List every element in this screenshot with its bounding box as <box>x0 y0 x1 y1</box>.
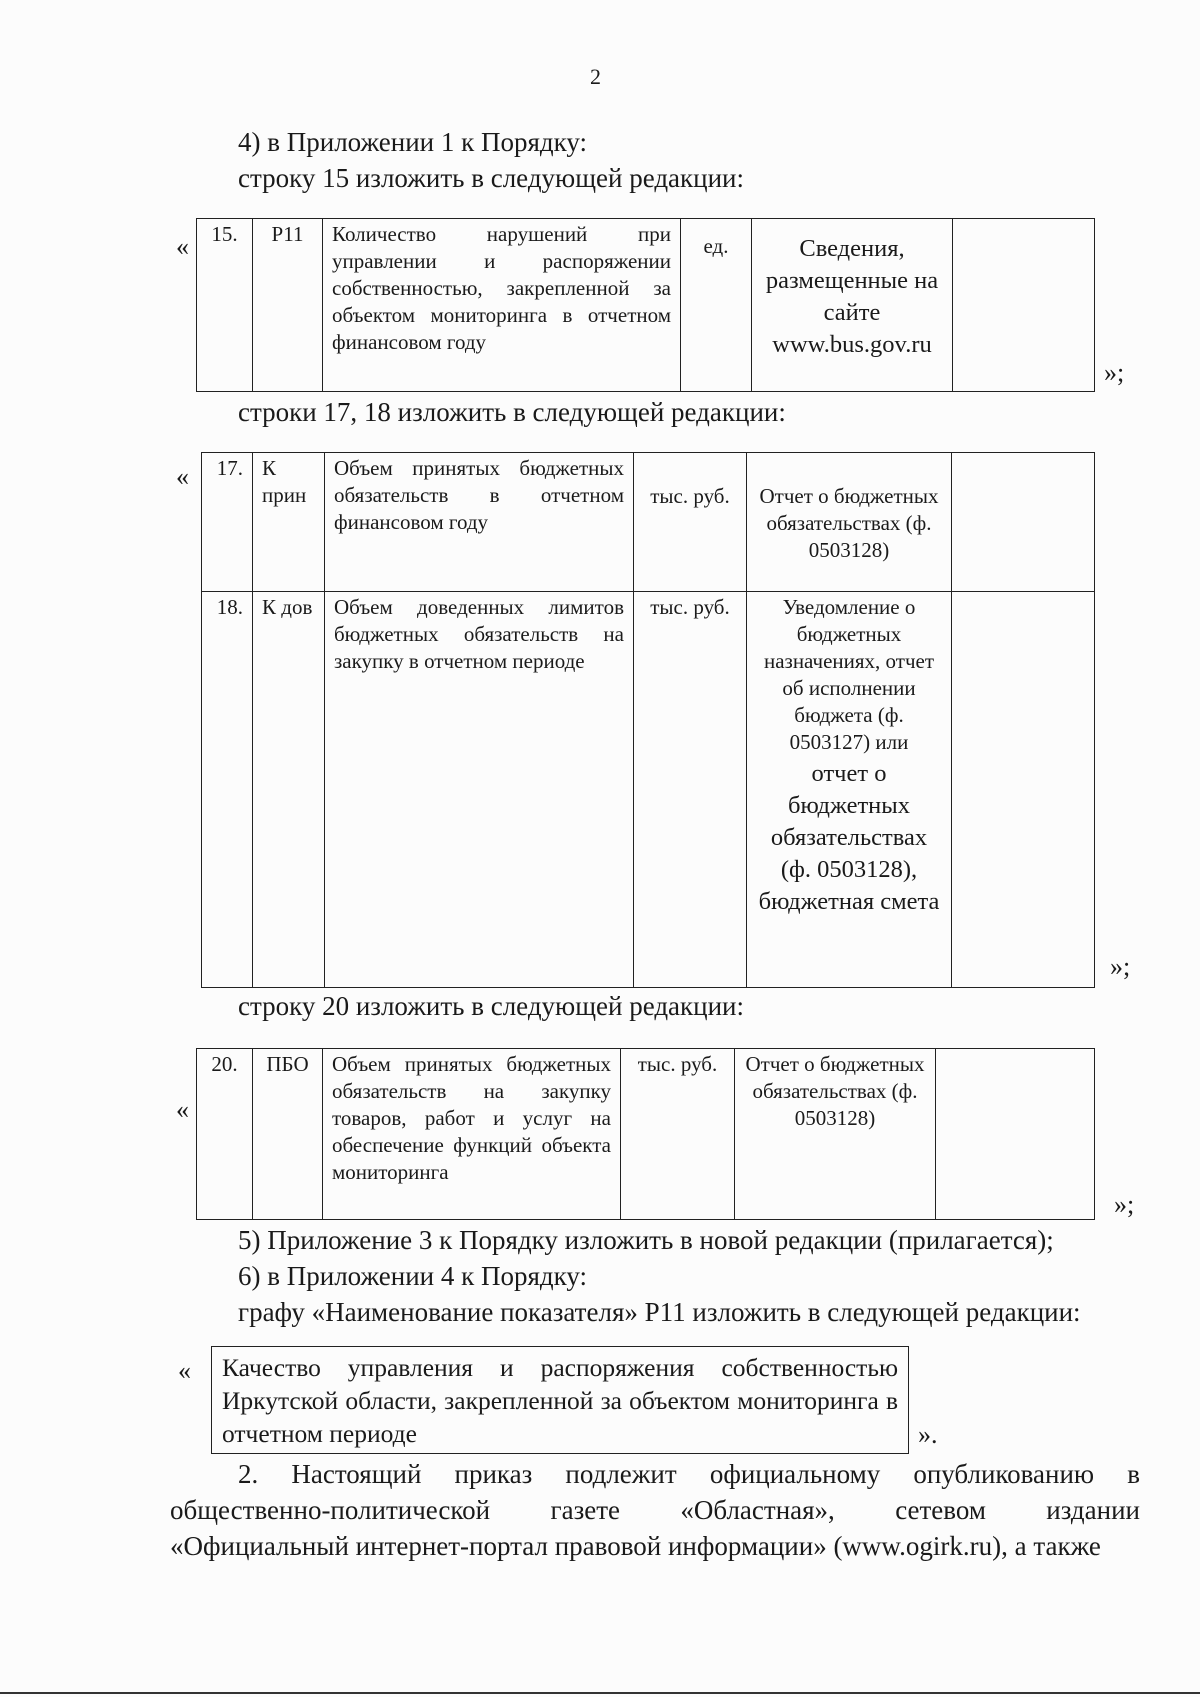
unit: тыс. руб. <box>634 453 747 592</box>
table1718-open-quote: « <box>176 462 189 491</box>
indicator-code: К дов <box>253 592 325 988</box>
box-close-quote: ». <box>918 1420 938 1449</box>
row-number: 18. <box>202 592 253 988</box>
table-row-15 <box>196 218 1095 392</box>
data-source: Отчет о бюджетных обязательствах (ф. 0503128) <box>735 1049 936 1220</box>
empty-cell <box>953 219 1095 392</box>
item5: 5) Приложение 3 к Порядку изложить в новой редакции (прилагается); <box>238 1225 1054 1255</box>
item4-line1718: строки 17, 18 изложить в следующей редакции: <box>238 397 786 427</box>
unit: тыс. руб. <box>621 1049 735 1220</box>
table-row-20 <box>196 1048 1095 1220</box>
indicator-code: Р11 <box>253 219 323 392</box>
data-source <box>747 592 952 988</box>
data-source: Сведения, размещенные на сайте www.bus.gov.ru <box>752 219 953 392</box>
para2-line3: «Официальный интернет-портал правовой информации» (www.ogirk.ru), а также <box>170 1531 1101 1561</box>
data-source-part2: отчет о бюджетных обязательствах (ф. 0503128), бюджетная смета <box>758 760 940 915</box>
indicator-name: Количество нарушений при управлении и распоряжении собственностью, закрепленной за объектом мониторинга в отчетном финансовом году <box>323 219 681 392</box>
item6-heading: 6) в Приложении 4 к Порядку: <box>238 1261 588 1291</box>
item4-line20: строку 20 изложить в следующей редакции: <box>238 991 745 1021</box>
table1718-close-quote: »; <box>1110 952 1131 981</box>
data-source: Отчет о бюджетных обязательствах (ф. 0503128) <box>747 453 952 592</box>
table-row <box>197 1049 1095 1220</box>
table20-close-quote: »; <box>1114 1190 1135 1219</box>
indicator-name: Объем принятых бюджетных обязательств на закупку товаров, работ и услуг на обеспечение функций объекта мониторинга <box>323 1049 621 1220</box>
table-row <box>197 219 1095 392</box>
empty-cell <box>952 453 1095 592</box>
indicator-code: К прин <box>253 453 325 592</box>
indicator-name: Объем доведенных лимитов бюджетных обязательств на закупку в отчетном периоде <box>325 592 634 988</box>
table15-close-quote: »; <box>1104 358 1125 387</box>
indicator-name: Объем принятых бюджетных обязательств в отчетном финансовом году <box>325 453 634 592</box>
data-source-part1: Уведомление о бюджетных назначениях, отчет об исполнении бюджета (ф. 0503127) или <box>763 595 935 754</box>
para2-line1: 2. Настоящий приказ подлежит официальному опубликованию в <box>238 1459 1140 1489</box>
row-number: 17. <box>202 453 253 592</box>
row-number: 15. <box>197 219 253 392</box>
item4-line15: строку 15 изложить в следующей редакции: <box>238 163 745 193</box>
table-rows-17-18 <box>201 452 1095 988</box>
box-open-quote: « <box>178 1356 191 1385</box>
indicator-name-box: Качество управления и распоряжения собственностью Иркутской области, закрепленной за объектом мониторинга в отчетном периоде <box>211 1346 909 1454</box>
unit: тыс. руб. <box>634 592 747 988</box>
item6-line: графу «Наименование показателя» Р11 изложить в следующей редакции: <box>238 1297 1081 1327</box>
table-row <box>202 453 1095 592</box>
table20-open-quote: « <box>176 1095 189 1124</box>
para2-line2: общественно-политической газете «Областная», сетевом издании <box>170 1495 1140 1525</box>
page-number: 2 <box>590 64 601 89</box>
item4-heading: 4) в Приложении 1 к Порядку: <box>238 127 588 157</box>
indicator-code: ПБО <box>253 1049 323 1220</box>
empty-cell <box>952 592 1095 988</box>
bottom-edge-line <box>0 1692 1200 1694</box>
row-number: 20. <box>197 1049 253 1220</box>
empty-cell <box>936 1049 1095 1220</box>
table15-open-quote: « <box>176 232 189 261</box>
unit: ед. <box>681 219 752 392</box>
table-row <box>202 592 1095 988</box>
